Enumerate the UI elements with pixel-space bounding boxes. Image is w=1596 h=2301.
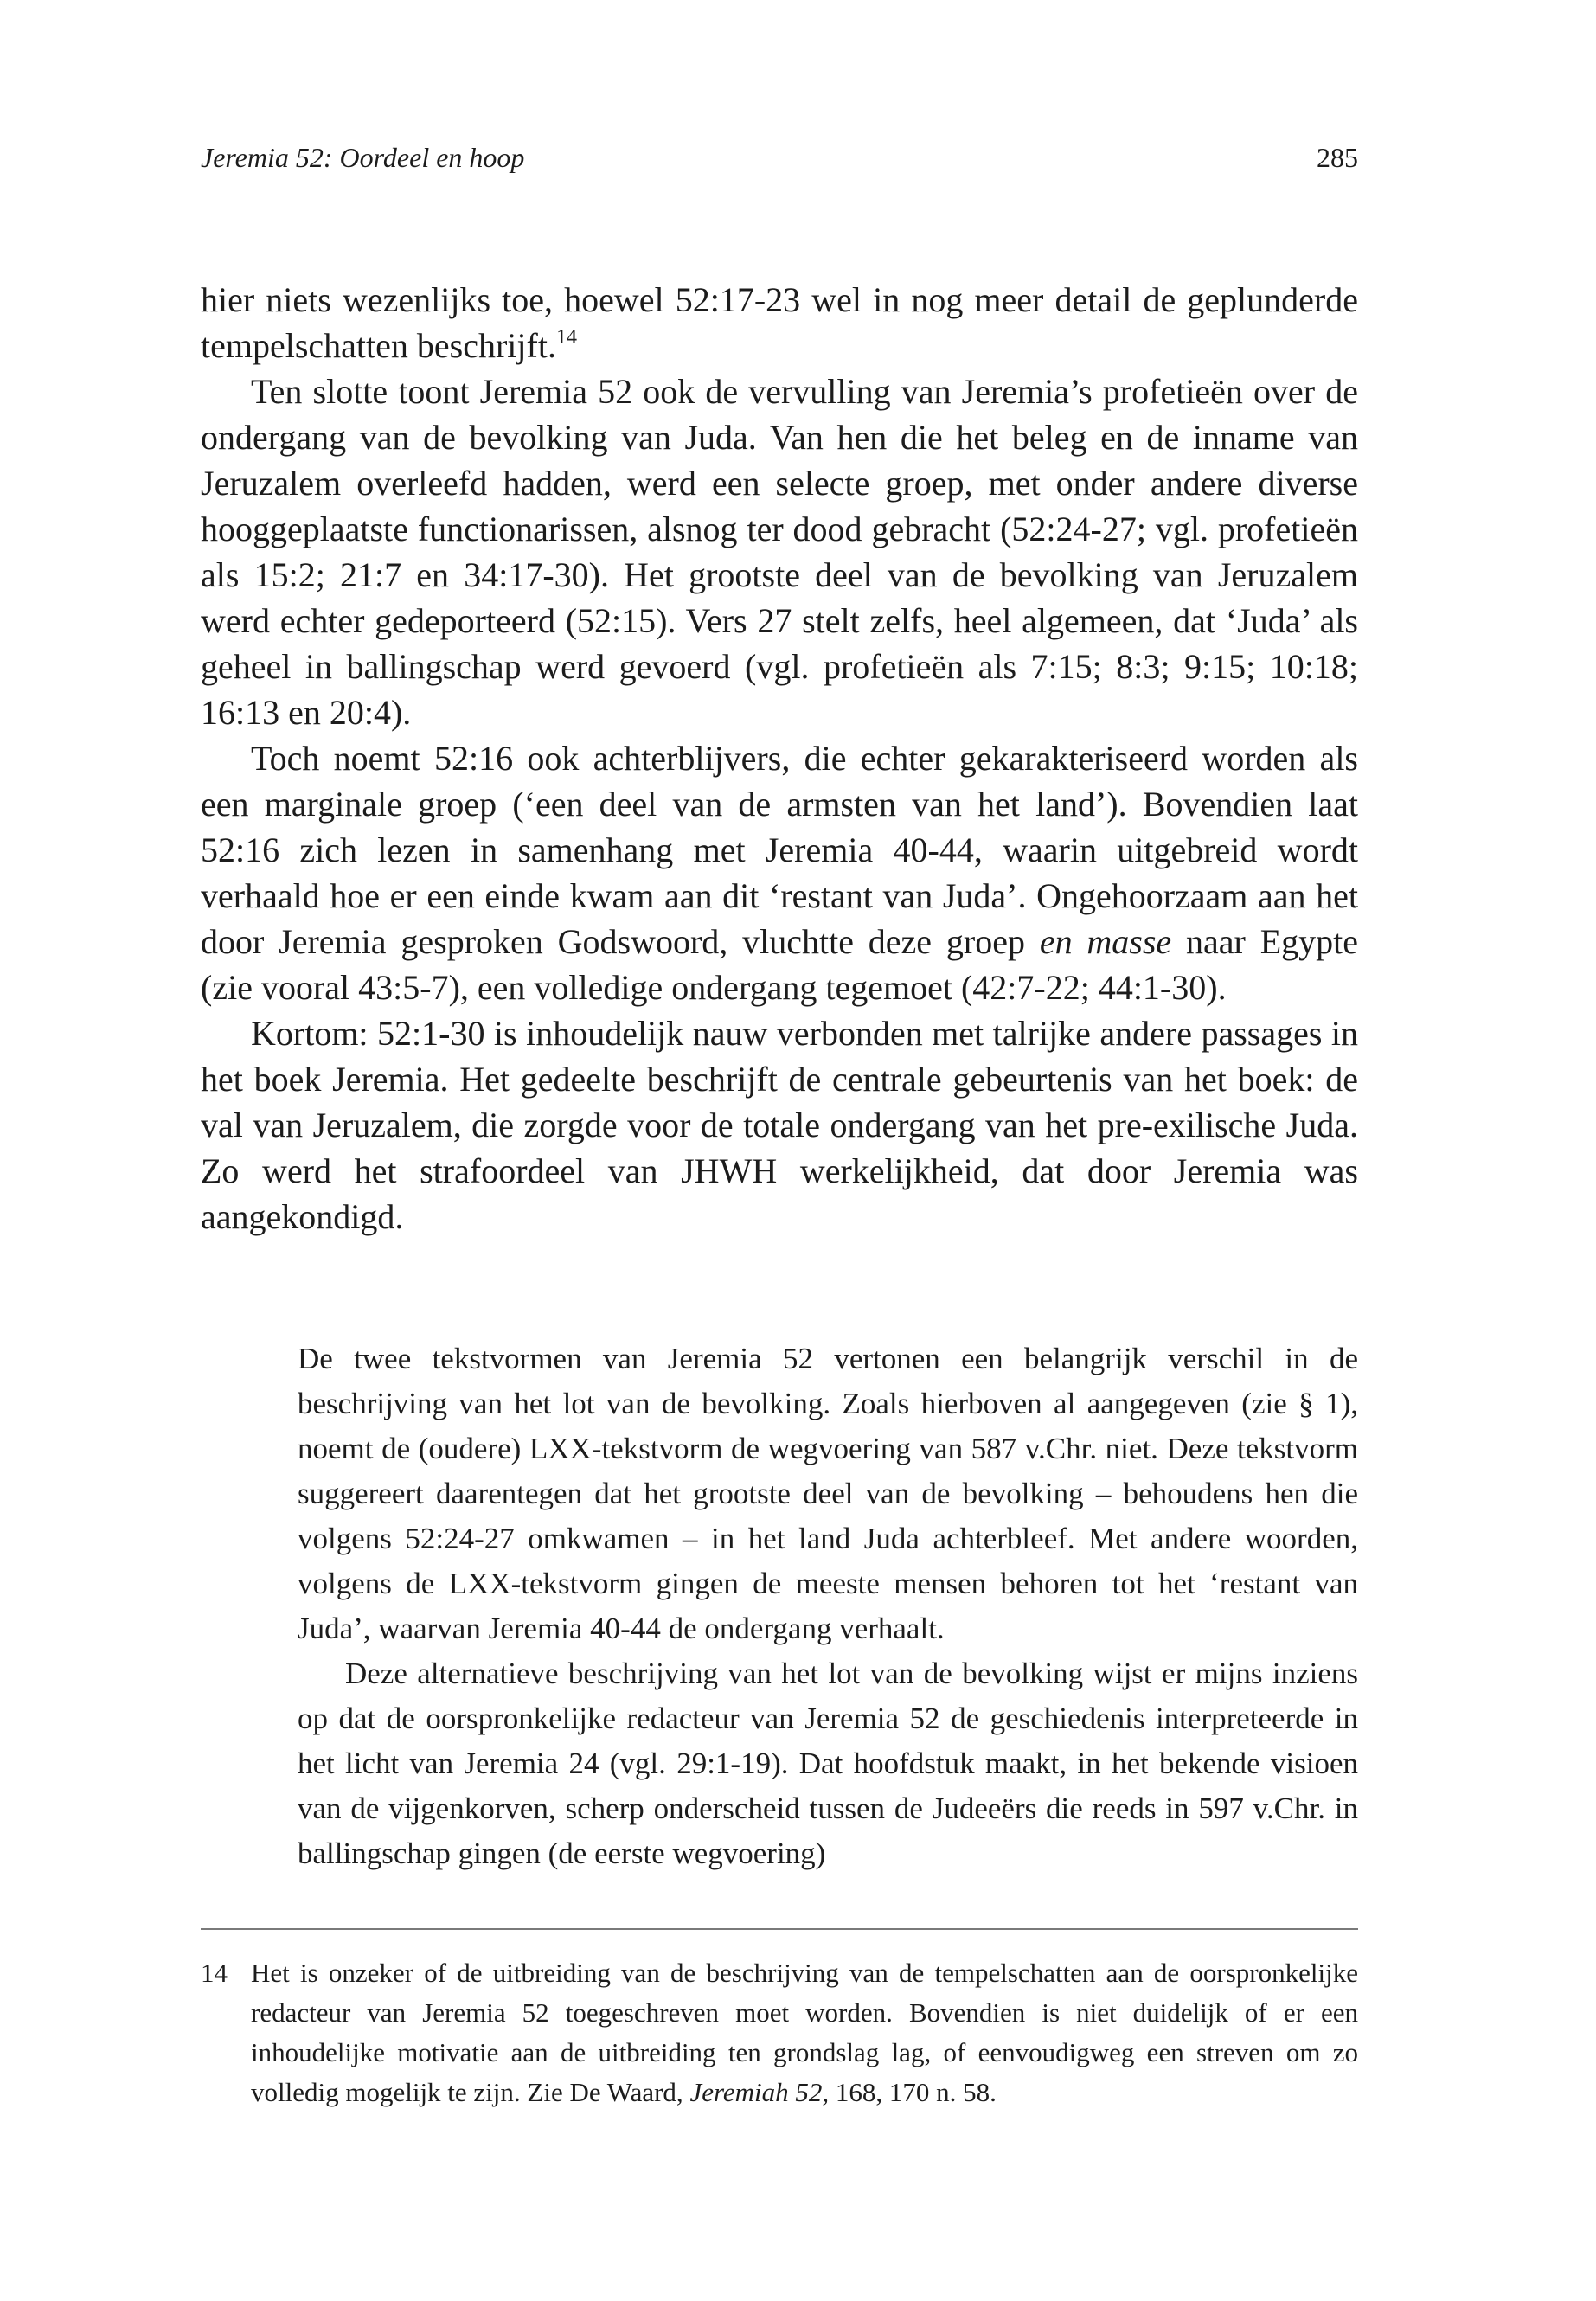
footnote-divider bbox=[201, 1928, 1358, 1930]
body-paragraph-3-italic: en masse bbox=[1039, 922, 1172, 961]
inset-block bbox=[298, 1336, 1358, 1876]
footnote-text bbox=[251, 1953, 1358, 2112]
footnote bbox=[201, 1953, 1358, 2112]
body-paragraph-2: Ten slotte toont Jeremia 52 ook de vervulling van Jeremia’s profetieën over de ondergang van de bevolking van Juda. Van hen die het beleg en de inname van Jeruzalem overleefd hadden, werd een selecte groep, met onder andere diverse hooggeplaatste functionarissen, alsnog ter dood gebracht (52:24-27; vgl. profetieën als 15:2; 21:7 en 34:17-30). Het grootste deel van de bevolking van Jeruzalem werd echter gedeporteerd (52:15). Vers 27 stelt zelfs, heel algemeen, dat ‘Juda’ als geheel in ballingschap werd gevoerd (vgl. profetieën als 7:15; 8:3; 9:15; 10:18; 16:13 en 20:4). bbox=[201, 372, 1358, 732]
footnote-reference: 14 bbox=[555, 326, 577, 349]
page-number: 285 bbox=[1317, 142, 1358, 173]
footnote-text-b: , 168, 170 n. 58. bbox=[822, 2077, 997, 2107]
running-head-title: Jeremia 52: Oordeel en hoop bbox=[201, 142, 525, 173]
running-head bbox=[201, 138, 1358, 176]
inset-paragraph-2: Deze alternatieve beschrijving van het lot van de bevolking wijst er mijns inziens op dat de oorspronkelijke redacteur van Jeremia 52 de geschiedenis interpreteerde in het licht van Jeremia 24 (vgl. 29:1-19). Dat hoofdstuk maakt, in het bekende visioen van de vijgenkorven, scherp onderscheid tussen de Judeeërs die reeds in 597 v.Chr. in ballingschap gingen (de eerste wegvoering) bbox=[298, 1657, 1358, 1870]
inset-paragraph-1: De twee tekstvormen van Jeremia 52 vertonen een belangrijk verschil in de beschrijving van het lot van de bevolking. Zoals hierboven al aangegeven (zie § 1), noemt de (oudere) LXX-tekstvorm de wegvoering van 587 v.Chr. niet. Deze tekstvorm suggereert daarentegen dat het grootste deel van de bevolking – behoudens hen die volgens 52:24-27 omkwamen – in het land Juda achterbleef. Met andere woorden, volgens de LXX-tekstvorm gingen de meeste mensen behoren tot het ‘restant van Juda’, waarvan Jeremia 40-44 de ondergang verhaalt. bbox=[298, 1342, 1358, 1645]
footnote-text-a: Het is onzeker of de uitbreiding van de beschrijving van de tempelschatten aan de oorspronkelijke redacteur van Jeremia 52 toegeschreven moet worden. Bovendien is niet duidelijk of er een inhoudelijke motivatie aan de uitbreiding ten grondslag lag, of eenvoudigweg een streven om zo volledig mogelijk te zijn. Zie De Waard, bbox=[251, 1958, 1358, 2107]
body-paragraph-3 bbox=[201, 735, 1358, 1010]
footnote-number: 14 bbox=[201, 1958, 228, 1988]
body-paragraph-4: Kortom: 52:1-30 is inhoudelijk nauw verbonden met talrijke andere passages in het boek Jeremia. Het gedeelte beschrijft de centrale gebeurtenis van het boek: de val van Jeruzalem, die zorgde voor de totale ondergang van het pre-exilische Juda. Zo werd het strafoordeel van JHWH werkelijkheid, dat door Jeremia was aangekondigd. bbox=[201, 1014, 1358, 1236]
main-text bbox=[201, 277, 1358, 1240]
body-paragraph-3-text-a: Toch noemt 52:16 ook achterblijvers, die echter gekarakteriseerd worden als een marginale groep (‘een deel van de armsten van het land’). Bovendien laat 52:16 zich lezen in samenhang met Jeremia 40-44, waarin uitgebreid wordt verhaald hoe er een einde kwam aan dit ‘restant van Juda’. Ongehoorzaam aan het door Jeremia gesproken Godswoord, vluchtte deze groep bbox=[201, 739, 1358, 961]
body-paragraph-1-text: hier niets wezenlijks toe, hoewel 52:17-23 wel in nog meer detail de geplunderde tempelschatten beschrijft. bbox=[201, 280, 1358, 365]
footnote-italic-title: Jeremiah 52 bbox=[689, 2077, 823, 2107]
body-paragraph-1 bbox=[201, 277, 1358, 369]
body-paragraph-3-text-b: naar Egypte (zie vooral 43:5-7), een volledige ondergang tegemoet (42:7-22; 44:1-30). bbox=[201, 922, 1358, 1007]
